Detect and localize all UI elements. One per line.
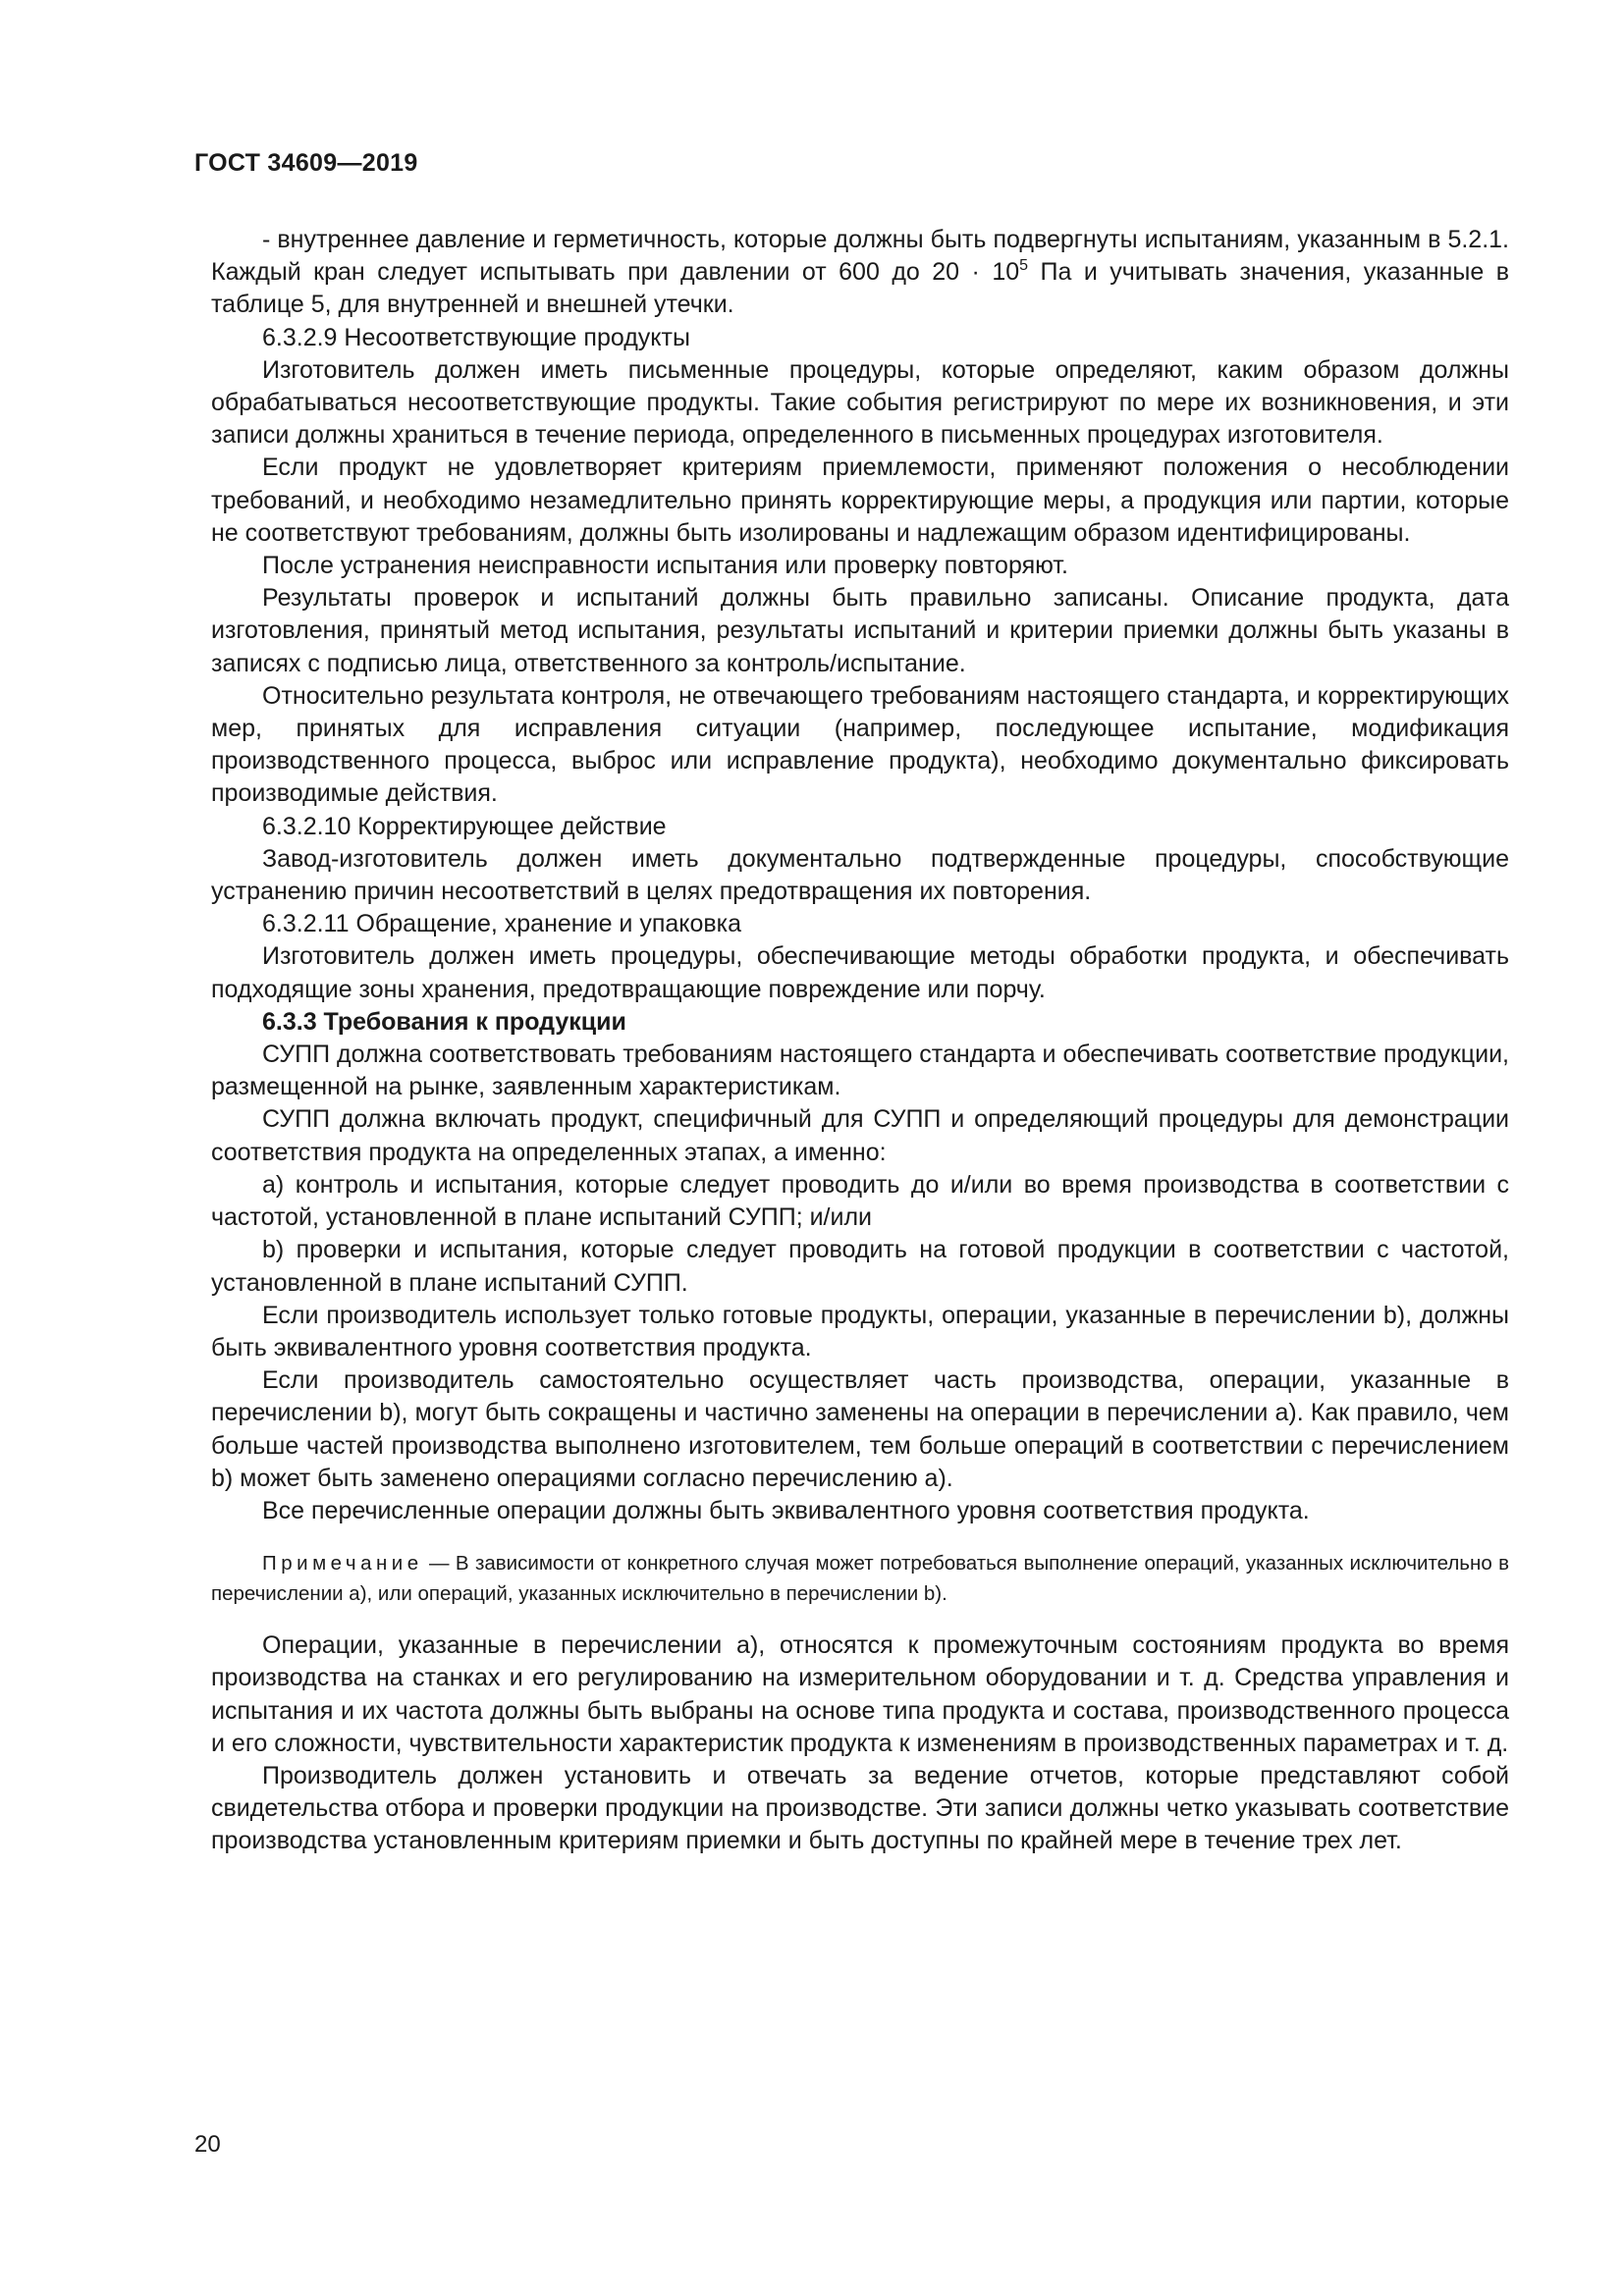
section-heading-6-3-2-11: 6.3.2.11 Обращение, хранение и упаковка <box>262 910 742 938</box>
paragraph: После устранения неисправности испытания или проверку повторяют. <box>262 552 1068 580</box>
section-heading-6-3-2-9: 6.3.2.9 Несоответствующие продукты <box>262 323 690 351</box>
paragraph: СУПП должна соответствовать требованиям настоящего стандарта и обеспечивать соответствие продукции, размещенной на рынке, заявленным характеристикам. <box>211 1041 1509 1101</box>
paragraph: СУПП должна включать продукт, специфичный для СУПП и определяющий процедуры для демонстрации соответствия продукта на определенных этапах, а именно: <box>211 1105 1509 1166</box>
note <box>211 1548 1509 1609</box>
paragraph: Все перечисленные операции должны быть эквивалентного уровня соответствия продукта. <box>262 1496 1310 1524</box>
document-header: ГОСТ 34609—2019 <box>194 149 418 177</box>
superscript-exponent: 5 <box>1019 257 1029 275</box>
section-heading-6-3-3: 6.3.3 Требования к продукции <box>262 1007 626 1036</box>
document-body <box>211 224 1509 1858</box>
paragraph: Если производитель использует только готовые продукты, операции, указанные в перечислении b), должны быть эквивалентного уровня соответствия продукта. <box>211 1301 1509 1362</box>
paragraph-text: Па и учитывать значения, указанные в таблице 5, для внутренней и внешней утечки. <box>211 258 1509 319</box>
paragraph: Изготовитель должен иметь письменные процедуры, которые определяют, каким образом должны обрабатываться несоответствующие продукты. Такие события регистрируют по мере их возникновения, и эти записи должны храниться в течение периода, определенного в письменных процедурах изготовителя. <box>211 355 1509 450</box>
paragraph: Завод-изготовитель должен иметь документально подтвержденные процедуры, способствующие устранению причин несоответствий в целях предотвращения их повторения. <box>211 844 1509 906</box>
note-label: Примечание <box>262 1552 423 1575</box>
paragraph: Производитель должен установить и отвечать за ведение отчетов, которые представляют собой свидетельства отбора и проверки продукции на производстве. Эти записи должны четко указывать соответствие производства установленным критериям приемки и быть доступны по крайней мере в течение трех лет. <box>211 1761 1509 1855</box>
paragraph: Если продукт не удовлетворяет критериям приемлемости, применяют положения о несоблюдении требований, и необходимо незамедлительно принять корректирующие меры, а продукция или партии, которые не соответствуют требованиям, должны быть изолированы и надлежащим образом идентифицированы. <box>211 454 1509 547</box>
paragraph: Операции, указанные в перечислении a), относятся к промежуточным состояниям продукта во время производства на станках и его регулированию на измерительном оборудовании и т. д. Средства управления и испытания и их частота должны быть выбраны на основе типа продукта и состава, производственного процесса и его сложности, чувствительности характеристик продукта к изменениям в производственных параметрах и т. д. <box>211 1631 1509 1757</box>
paragraph: Изготовитель должен иметь процедуры, обеспечивающие методы обработки продукта, и обеспечивать подходящие зоны хранения, предотвращающие повреждение или порчу. <box>211 942 1509 1003</box>
list-item-a: a) контроль и испытания, которые следует проводить до и/или во время производства в соответствии с частотой, установленной в плане испытаний СУПП; и/или <box>211 1170 1509 1232</box>
paragraph-text: - внутреннее давление и герметичность, которые должны быть подвергнуты испытаниям, указанным в 5.2.1. Каждый кран следует испытывать при давлении от 600 до 20 · 10 <box>211 226 1509 287</box>
list-item-b: b) проверки и испытания, которые следует проводить на готовой продукции в соответствии с частотой, установленной в плане испытаний СУПП. <box>211 1236 1509 1297</box>
note-text: — В зависимости от конкретного случая может потребоваться выполнение операций, указанных исключительно в перечислении a), или операций, указанных исключительно в перечислении b). <box>211 1552 1509 1606</box>
paragraph-internal-pressure <box>211 224 1509 322</box>
page-number: 20 <box>194 2131 221 2158</box>
section-heading-6-3-2-10: 6.3.2.10 Корректирующее действие <box>262 812 667 840</box>
paragraph: Относительно результата контроля, не отвечающего требованиям настоящего стандарта, и корректирующих мер, принятых для исправления ситуации (например, последующее испытание, модификация производственного процесса, выброс или исправление продукта), необходимо документально фиксировать производимые действия. <box>211 681 1509 808</box>
paragraph: Если производитель самостоятельно осуществляет часть производства, операции, указанные в перечислении b), могут быть сокращены и частично заменены на операции в перечислении a). Как правило, чем больше частей производства выполнено изготовителем, тем больше операций в соответствии с перечислением b) может быть заменено операциями согласно перечислению a). <box>211 1366 1509 1492</box>
paragraph: Результаты проверок и испытаний должны быть правильно записаны. Описание продукта, дата изготовления, принятый метод испытания, результаты испытаний и критерии приемки должны быть указаны в записях с подписью лица, ответственного за контроль/испытание. <box>211 584 1509 677</box>
